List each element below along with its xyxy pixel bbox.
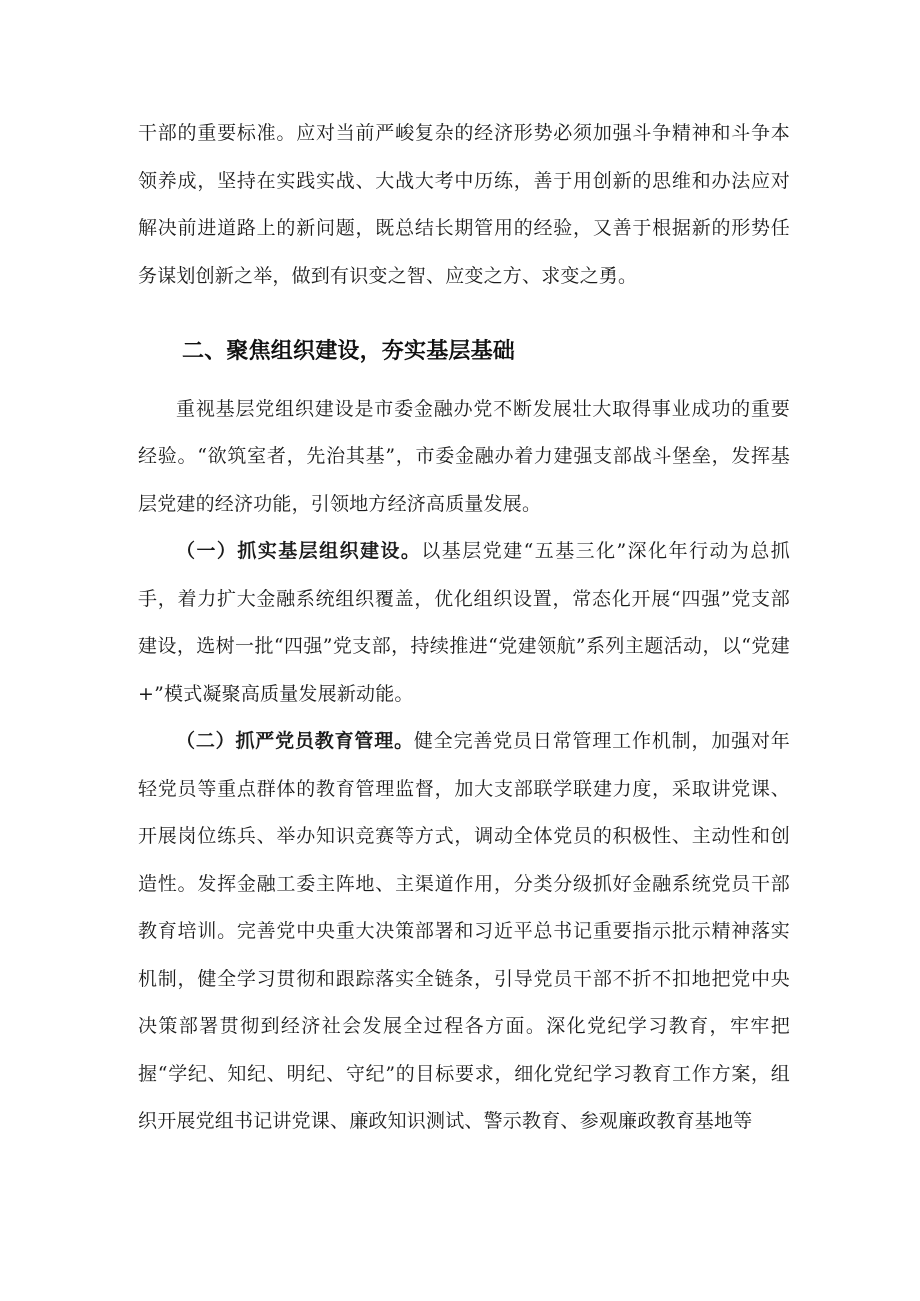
paragraph-intro-text: 重视基层党组织建设是市委金融办党不断发展壮大取得事业成功的重要经验。“欲筑室者，先治其基”，市委金融办着力建强支部战斗堡垒，发挥基层党建的经济功能，引领地方经济高质量发展。	[138, 397, 790, 515]
paragraph-intro	[138, 386, 790, 529]
paragraph-subsection-2	[138, 718, 790, 1146]
subsection-1-lead: （一）抓实基层组织建设。	[176, 540, 422, 562]
paragraph-continued-text: 干部的重要标准。应对当前严峻复杂的经济形势必须加强斗争精神和斗争本领养成，坚持在实践实战、大战大考中历练，善于用创新的思维和办法应对解决前进道路上的新问题，既总结长期管用的经验，又善于根据新的形势任务谋划创新之举，做到有识变之智、应变之方、求变之勇。	[138, 122, 790, 287]
subsection-2-text: 健全完善党员日常管理工作机制，加强对年轻党员等重点群体的教育管理监督，加大支部联学联建力度，采取讲党课、开展岗位练兵、举办知识竞赛等方式，调动全体党员的积极性、主动性和创造性。发挥金融工委主阵地、主渠道作用，分类分级抓好金融系统党员干部教育培训。完善党中央重大决策部署和习近平总书记重要指示批示精神落实机制，健全学习贯彻和跟踪落实全链条，引导党员干部不折不扣地把党中央决策部署贯彻到经济社会发展全过程各方面。深化党纪学习教育，牢牢把握“学纪、知纪、明纪、守纪”的目标要求，细化党纪学习教育工作方案，组织开展党组书记讲党课、廉政知识测试、警示教育、参观廉政教育基地等	[138, 730, 790, 1132]
paragraph-continued	[138, 110, 790, 300]
paragraph-subsection-1	[138, 528, 790, 718]
subsection-1-text: 以基层党建“五基三化”深化年行动为总抓手，着力扩大金融系统组织覆盖，优化组织设置，常态化开展“四强”党支部建设，选树一批“四强”党支部，持续推进“党建领航”系列主题活动，以“党建+”模式凝聚高质量发展新动能。	[138, 540, 791, 705]
subsection-2-lead: （二）抓严党员教育管理。	[176, 730, 414, 752]
document-body	[138, 110, 790, 1146]
section-heading: 二、聚焦组织建设，夯实基层基础	[182, 339, 516, 364]
